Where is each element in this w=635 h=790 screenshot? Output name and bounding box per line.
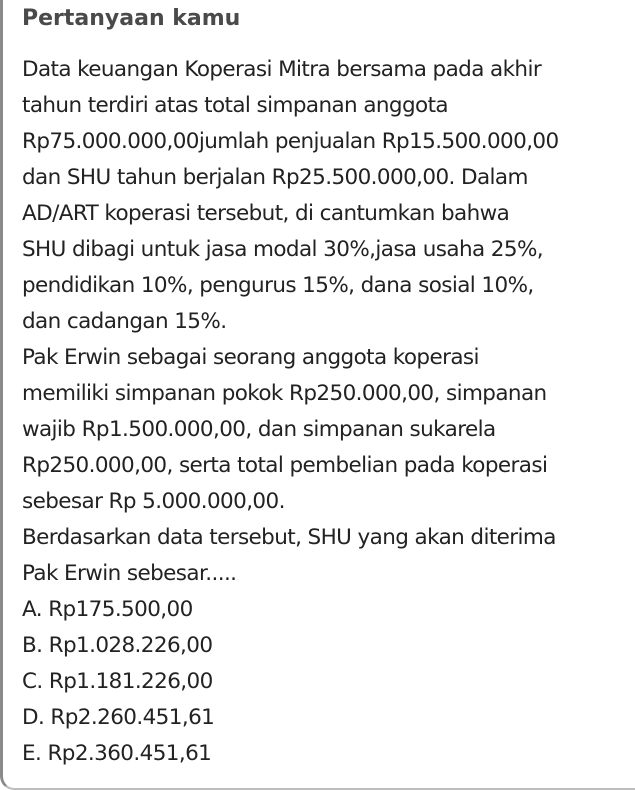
question-line: memiliki simpanan pokok Rp250.000,00, simpanan: [22, 381, 547, 406]
answer-option-c: C. Rp1.181.226,00: [22, 669, 213, 694]
question-line: Berdasarkan data tersebut, SHU yang akan diterima: [22, 525, 556, 550]
question-line: SHU dibagi untuk jasa modal 30%,jasa usaha 25%,: [22, 237, 544, 262]
question-line: dan SHU tahun berjalan Rp25.500.000,00. Dalam: [22, 165, 528, 190]
question-line: AD/ART koperasi tersebut, di cantumkan bahwa: [22, 201, 510, 226]
question-line: Rp250.000,00, serta total pembelian pada koperasi: [22, 453, 548, 478]
answer-option-d: D. Rp2.260.451,61: [22, 705, 215, 730]
question-line: Pak Erwin sebagai seorang anggota koperasi: [22, 345, 479, 370]
question-line: sebesar Rp 5.000.000,00.: [22, 489, 285, 514]
question-line: wajib Rp1.500.000,00, dan simpanan sukarela: [22, 417, 496, 442]
question-line: dan cadangan 15%.: [22, 309, 227, 334]
question-line: pendidikan 10%, pengurus 15%, dana sosial 10%,: [22, 273, 534, 298]
question-line: tahun terdiri atas total simpanan anggota: [22, 93, 448, 118]
question-line: Pak Erwin sebesar.....: [22, 561, 237, 586]
card-title: Pertanyaan kamu: [22, 6, 241, 31]
answer-option-b: B. Rp1.028.226,00: [22, 633, 213, 658]
question-line: Rp75.000.000,00jumlah penjualan Rp15.500.000,00: [22, 129, 559, 154]
question-line: Data keuangan Koperasi Mitra bersama pada akhir: [22, 57, 542, 82]
answer-option-e: E. Rp2.360.451,61: [22, 741, 212, 766]
answer-option-a: A. Rp175.500,00: [22, 597, 193, 622]
